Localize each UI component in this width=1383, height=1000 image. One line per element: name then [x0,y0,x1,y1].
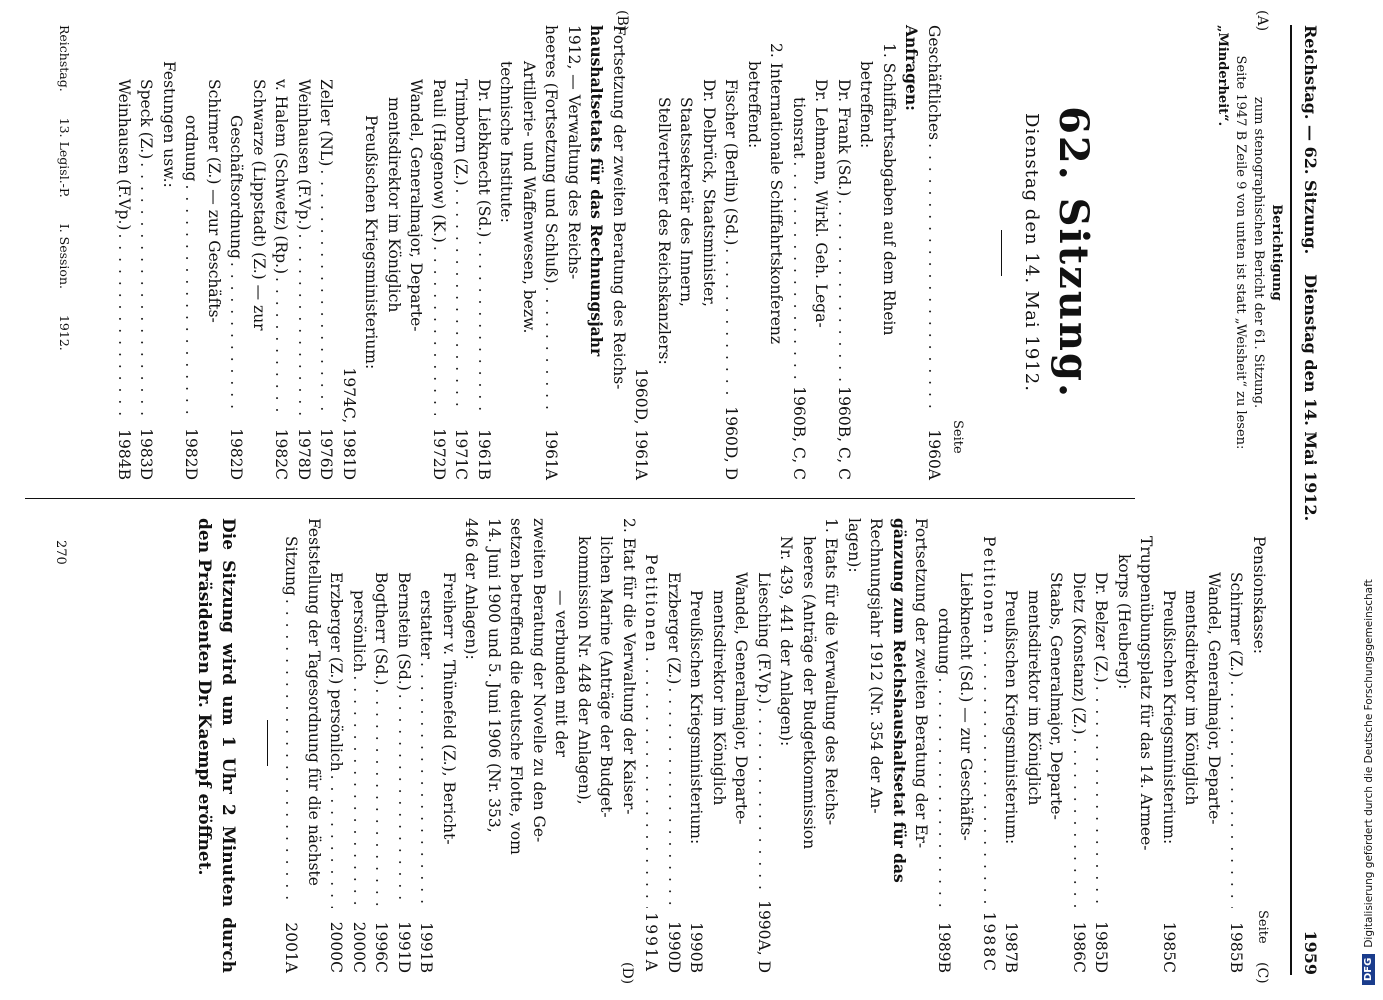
page-reference: 1982D [182,428,201,480]
page-reference: 1983D [137,428,156,480]
index-entry-text: Weinhausen (F.Vp.) [295,79,313,231]
index-line [180,25,203,480]
index-entry-text: Stellvertreter des Reichskanzlers: [655,97,673,365]
index-line [955,518,978,973]
index-line [495,25,518,480]
page-reference: 1988C [980,911,998,973]
index-entry-text: Preußischen Kriegsministerium: [1002,590,1021,845]
page-reference: 1985D [1092,921,1111,973]
index-line [348,518,371,973]
index-entry-text: kommission Nr. 448 der Anlagen), [575,536,593,805]
index-line [1135,518,1158,973]
index-line [370,518,393,973]
index-entry-text: heeres (Fortsetzung und Schluß) [542,25,561,284]
index-entry-text: Dr. Frank (Sd.) [835,79,853,197]
index-entry-text: Geschäftsordnung [227,115,246,259]
correction-word: „Minderheit“. [1215,25,1230,127]
index-entry-text: Dietz (Konstanz) (Z.) [1070,572,1088,735]
page-reference: 1961A [542,429,561,480]
index-line [653,25,676,480]
index-line [415,518,438,973]
index-entry-text: Truppenübungsplatz für das 14. Armee- [1137,536,1156,851]
index-line [1113,518,1136,973]
index-line [765,25,788,480]
index-entry-text: Staabs, Generalmajor, Departe- [1047,572,1066,820]
index-line [483,518,506,973]
index-entry-text: 1. Schiffahrtsabgaben auf dem Rhein [880,43,898,336]
index-line [618,518,641,973]
index-entry-text: Pauli (Hagenow) (K.) [430,79,448,243]
header-rule [1290,25,1292,975]
sheet-number: 270 [53,540,68,565]
index-entry-text: mentsdirektor im Königlich [1025,590,1043,806]
index-line [113,25,136,480]
index-entry-text: betreffend: [857,61,876,149]
footer-year: 1912. [57,314,72,351]
index-line [473,25,496,480]
index-entry-text: Liesching (F.Vp.) [755,572,773,705]
page-reference: 1991A [642,912,661,973]
index-line [743,25,766,480]
index-entry-text: haushaltsetats für das Rechnungsjahr [587,25,607,357]
funding-text: Digitalisierung gefördert durch die Deutsche Forschungsgemeinschaft [1362,579,1375,948]
index-line [360,25,383,480]
index-line [843,518,866,973]
footer-legislatur: 13. Legisl.-P. [57,117,72,198]
index-line [158,25,181,480]
index-entry-text: v. Halem (Schwetz) (Rp.) [272,79,291,275]
index-line [528,518,551,973]
index-line [135,25,158,480]
session-date: Dienstag den 14. Mai 1912. [1021,113,1042,392]
leader-dots [113,233,136,415]
index-entry-text: persönlich [350,590,368,673]
page-reference: 1989B [935,922,953,973]
index-entry-text: Bogtherr (Sd.) [372,572,391,686]
right-column-index [280,518,1270,973]
closing-rule [267,720,268,766]
leader-dots [473,240,496,415]
index-line [788,25,811,480]
index-line [428,25,451,480]
index-entry-text: Pensionskasse: [1250,536,1268,655]
index-entry-text: technische Institute: [497,61,516,223]
index-line [1045,518,1068,973]
index-entry-text: Rechnungsjahr 1912 (Nr. 354 der An- [867,518,886,814]
index-entry-text: Fischer (Berlin) (Sd.) [722,79,741,246]
index-line [505,518,528,973]
session-title: 62. Sitzung. [1050,106,1097,399]
index-line [315,25,338,480]
index-line [518,25,541,480]
index-entry-text: mentsdirektor im Königlich [1182,590,1201,806]
page-reference: 1972D [430,428,448,480]
leader-dots [393,694,416,908]
index-line [1023,518,1046,973]
index-line [878,25,901,480]
page-reference: 1960B, C, C [835,386,853,480]
leader-dots [225,262,248,415]
index-line [1248,518,1271,973]
page-reference: 1960B, C, C [790,386,808,480]
index-line [910,518,933,973]
page-reference: 1960D, 1961A [632,368,651,480]
index-entry-text: tionsrat [790,97,808,159]
index-line [630,25,653,480]
index-line [293,25,316,480]
index-line [933,518,956,973]
leader-dots [640,657,663,908]
index-entry-text: Dr. Belzer (Z.) [1092,572,1111,683]
leader-dots [978,639,1001,908]
index-line [708,518,731,973]
leader-dots [370,688,393,908]
leader-dots [788,161,811,383]
index-line [675,25,698,480]
page-reference: 1960A [925,429,943,480]
left-column-index [113,25,946,480]
index-line [640,518,663,973]
page-reference: 2001A [282,922,301,973]
index-entry-text: 446 der Anlagen): [462,518,481,660]
leader-dots [540,287,563,416]
index-entry-text: Feststellung der Tagesordnung für die nächste [305,518,323,886]
leader-dots [428,246,451,415]
index-entry-text: mentsdirektor im Königlich [710,590,728,806]
index-entry-text: lagen): [845,518,863,573]
index-entry-text: Schirmer (Z.) — zur Geschäfts- [205,79,223,323]
index-entry-text: 2. Etat für die Verwaltung der Kaiser- [620,518,638,815]
index-entry-text: 14. Juni 1900 und 5. Juni 1906 (Nr. 353, [485,518,503,833]
index-entry-text: Bernstein (Sd.) [395,572,413,691]
page-reference: 1960D, D [722,406,741,480]
correction-title: Berichtigung [1269,204,1284,301]
index-entry-text: Petitionen [642,554,661,654]
index-entry-text: Liebknecht (Sd.) — zur Geschäfts- [957,572,976,841]
index-entry-text: ordnung [935,608,953,675]
seite-label-right: Seite [1255,910,1270,944]
index-line [855,25,878,480]
index-line [820,518,843,973]
page-reference: 1986C [1070,921,1088,973]
index-entry-text: mentsdirektor im Königlich [385,97,403,313]
leader-dots [348,675,371,908]
index-entry-text: lichen Marine (Anträge der Budget- [597,536,616,818]
index-entry-text: gänzung zum Reichshaushaltsetat für das [890,518,909,883]
funding-note [1362,579,1375,985]
margin-a: (A) [1254,10,1270,32]
index-line [550,518,573,973]
index-line [1158,518,1181,973]
leader-dots [450,189,473,416]
index-entry-text: — verbunden mit der [552,590,571,757]
index-line [438,518,461,973]
index-entry-text: 1912, — Verwaltung des Reichs- [565,25,583,280]
leader-dots [415,662,438,908]
index-line [720,25,743,480]
index-entry-text: Dr. Liebknecht (Sd.) [475,79,493,238]
leader-dots [270,277,293,415]
leader-dots [720,248,743,403]
index-entry-text: Petitionen [980,536,998,636]
index-line [595,518,618,973]
page-reference: 1974C, 1981D [340,367,358,480]
leader-dots [325,775,348,908]
footer-reichstag: Reichstag. [57,25,72,92]
index-line [663,518,686,973]
index-line [585,25,608,480]
page-number: 1959 [1301,930,1320,975]
closing-statement: Die Sitzung wird um 1 Uhr 2 Minuten durch den Präsidenten Dr. Kaempf eröffnet. [194,518,238,973]
footer-session: I. Session. [57,223,72,289]
seite-label-left: Seite [950,420,965,454]
index-line [608,25,631,480]
index-line [1068,518,1091,973]
page-reference: 1982C [272,428,291,480]
index-entry-text: Erzberger (Z.) [665,572,683,685]
index-line [450,25,473,480]
leader-dots [280,599,303,908]
index-line [325,518,348,973]
index-entry-text: 1. Etats für die Verwaltung des Reichs- [822,518,841,826]
page-reference: 1978D [295,428,313,480]
index-entry-text: Wandel, Generalmajor, Departe- [407,79,426,332]
index-line [338,25,361,480]
running-header [1296,25,1320,975]
page-reference: 1984B [115,429,133,480]
index-entry-text: Wandel, Generalmajor, Departe- [732,572,751,825]
dfg-logo: DFG [1362,954,1375,985]
index-line [203,25,226,480]
leader-dots [135,162,158,415]
index-line [730,518,753,973]
index-entry-text: korps (Heuberg): [1115,554,1133,690]
index-entry-text: zweiten Beratung der Novelle zu den Ge- [530,518,548,843]
leader-dots [180,185,203,415]
index-line [1000,518,1023,973]
page-reference: 1976D [317,428,336,480]
header-middle: Dienstag den 14. Mai 1912. [1301,274,1320,522]
index-line [698,25,721,480]
page-reference: 1991B [417,922,436,973]
margin-b: (B) [614,10,630,32]
column-divider [25,498,1135,499]
correction-line-1: zum stenographischen Bericht der 61. Sitzung. [1251,96,1266,409]
page-reference: 2000C [350,921,368,973]
index-line [833,25,856,480]
index-line [270,25,293,480]
page-reference: 1985B [1227,922,1246,973]
index-line [383,25,406,480]
index-entry-text: 2. Internationale Schiffahrtskonferenz [767,43,786,345]
footer [57,25,72,480]
index-entry-text: Speck (Z.) [137,79,156,160]
page-reference: 1996C [372,921,391,973]
index-line [978,518,1001,973]
page-reference: 1982D [227,428,246,480]
correction-line-2: Seite 1947 B Zeile 9 von unten ist statt „Weisheit“ zu lesen: [1233,55,1248,450]
index-entry-text: Trimborn (Z.) [452,79,471,186]
rotated-journal-page [40,0,1340,1000]
leader-dots [293,233,316,415]
index-line [900,25,923,480]
index-line [775,518,798,973]
index-line [798,518,821,973]
leader-dots [923,143,946,415]
index-line [1180,518,1203,973]
page-reference: 1990A, D [755,900,773,973]
margin-c: (C) [1254,962,1270,984]
index-line [405,25,428,480]
page-reference: 1961B [475,429,493,480]
page-reference: 1971C [452,428,471,480]
index-entry-text: Schwarze (Lippstadt) (Z.) — zur [250,79,268,331]
index-entry-text: Nr. 439, 441 der Anlagen): [777,536,796,747]
header-left: Reichstag. — 62. Sitzung. [1301,25,1320,255]
index-entry-text: Anfragen: [902,25,922,111]
page-reference: 2000C [327,921,346,973]
leader-dots [753,707,776,897]
index-line [810,25,833,480]
index-line [1203,518,1226,973]
index-entry-text: heeres (Anträge der Budgetkommission [800,536,818,850]
leader-dots [1090,686,1113,908]
index-line [303,518,326,973]
page-reference: 1991D [395,921,413,973]
index-line [460,518,483,973]
index-entry-text: Preußischen Kriegsministerium: [1160,590,1178,845]
title-rule [1001,230,1002,276]
index-entry-text: betreffend: [745,61,763,149]
page-reference: 1990D [665,921,683,973]
index-entry-text: erstatter [417,590,436,660]
leader-dots [315,169,338,415]
index-entry-text: Dr. Delbrück, Staatsminister, [700,79,718,307]
index-line [393,518,416,973]
index-entry-text: Sitzung [282,536,301,596]
index-line [753,518,776,973]
index-line [923,25,946,480]
page-reference: 1985C [1160,921,1178,973]
index-entry-text: setzen betreffend die deutsche Flotte, vom [507,518,526,855]
index-entry-text: Artillerie- und Waffenwesen, bezw. [520,61,538,334]
leader-dots [663,687,686,908]
index-line [248,25,271,480]
index-line [1225,518,1248,973]
margin-d: (D) [619,962,635,985]
index-line [865,518,888,973]
index-entry-text: Preußischen Kriegsministerium: [362,115,381,370]
index-line [280,518,303,973]
index-entry-text: Staatssekretär des Innern, [677,97,696,307]
index-line [888,518,911,973]
leader-dots [1068,737,1091,908]
index-entry-text: Fortsetzung der zweiten Beratung des Reichs- [610,25,628,390]
page-reference: 1990B [687,922,706,973]
index-entry-text: Fortsetzung der zweiten Beratung der Er- [912,518,931,849]
leader-dots [1225,680,1248,908]
index-line [540,25,563,480]
index-line [573,518,596,973]
index-entry-text: Weinhausen (F.Vp.) [115,79,133,231]
page-reference: 1987B [1002,922,1021,973]
index-entry-text: Freiherr v. Thünefeld (Z.), Bericht- [440,572,458,845]
index-entry-text: Dr. Lehmann, Wirkl. Geh. Lega- [812,79,831,328]
index-entry-text: Geschäftliches [925,25,943,141]
correction-note [1213,25,1285,480]
index-entry-text: Festungen usw.: [160,61,178,188]
index-entry-text: Schirmer (Z.) [1227,572,1246,678]
index-entry-text: Wandel, Generalmajor, Departe- [1205,572,1223,825]
leader-dots [933,678,956,908]
index-line [685,518,708,973]
index-entry-text: Preußischen Kriegsministerium: [687,590,706,845]
leader-dots [833,199,856,383]
index-entry-text: Erzberger (Z.) persönlich [327,572,346,772]
index-line [563,25,586,480]
index-line [225,25,248,480]
index-entry-text: Zeller (NL) [317,79,336,167]
index-line [1090,518,1113,973]
index-entry-text: ordnung [182,115,201,182]
